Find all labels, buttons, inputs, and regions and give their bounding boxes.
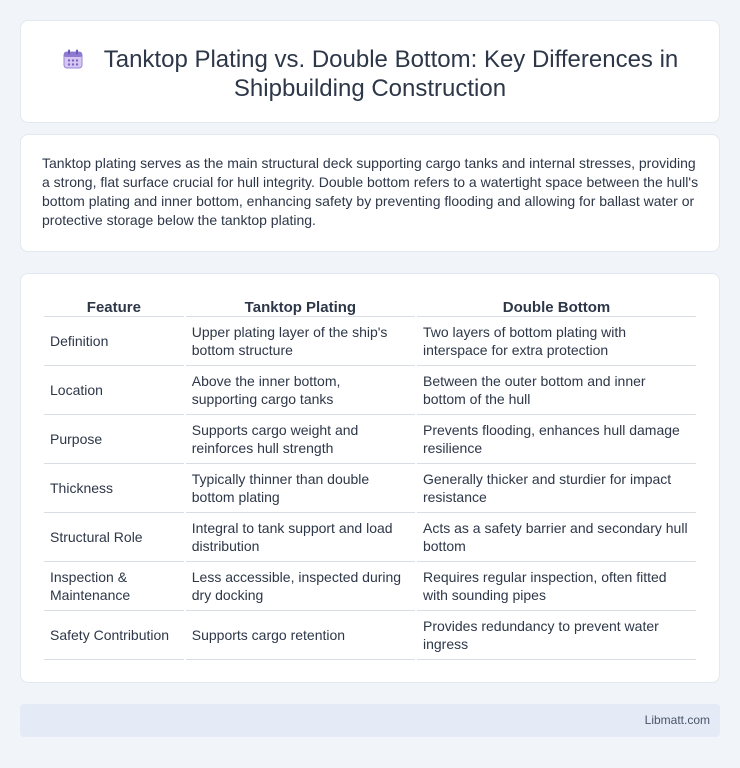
header-feature: Feature <box>44 296 184 317</box>
cell-tanktop: Upper plating layer of the ship's bottom structure <box>186 317 415 366</box>
footer <box>20 704 720 737</box>
page-title <box>21 45 719 103</box>
table-row <box>44 415 696 464</box>
table-header-row <box>44 296 696 317</box>
title-line-2: Shipbuilding Construction <box>233 75 507 102</box>
cell-double-bottom: Acts as a safety barrier and secondary hull bottom <box>417 513 696 562</box>
cell-double-bottom: Two layers of bottom plating with interspace for extra protection <box>417 317 696 366</box>
table-row <box>44 611 696 660</box>
cell-tanktop: Supports cargo retention <box>186 611 415 660</box>
cell-feature: Location <box>44 366 184 415</box>
comparison-card <box>20 273 720 683</box>
header-tanktop-plating: Tanktop Plating <box>186 296 415 317</box>
table-row <box>44 366 696 415</box>
cell-tanktop: Less accessible, inspected during dry docking <box>186 562 415 611</box>
comparison-table <box>42 296 698 660</box>
intro-text: Tanktop plating serves as the main structural deck supporting cargo tanks and internal stresses, providing a strong, flat surface crucial for hull integrity. Double bottom refers to a watertight space between the hull's bottom plating and inner bottom, enhancing safety by preventing flooding and allowing for ballast water or protective storage below the tanktop plating. <box>42 155 699 228</box>
title-line-1: Tanktop Plating vs. Double Bottom: Key Differences in <box>103 46 679 73</box>
cell-feature: Purpose <box>44 415 184 464</box>
cell-double-bottom: Generally thicker and sturdier for impact resistance <box>417 464 696 513</box>
cell-double-bottom: Provides redundancy to prevent water ingress <box>417 611 696 660</box>
footer-brand-link[interactable]: Libmatt.com <box>644 713 710 727</box>
cell-tanktop: Above the inner bottom, supporting cargo tanks <box>186 366 415 415</box>
cell-double-bottom: Between the outer bottom and inner bottom of the hull <box>417 366 696 415</box>
cell-double-bottom: Prevents flooding, enhances hull damage resilience <box>417 415 696 464</box>
calendar-icon <box>62 48 84 70</box>
cell-tanktop: Supports cargo weight and reinforces hull strength <box>186 415 415 464</box>
table-row <box>44 464 696 513</box>
table-row <box>44 513 696 562</box>
cell-feature: Safety Contribution <box>44 611 184 660</box>
cell-double-bottom: Requires regular inspection, often fitted with sounding pipes <box>417 562 696 611</box>
cell-feature: Structural Role <box>44 513 184 562</box>
cell-feature: Thickness <box>44 464 184 513</box>
cell-feature: Inspection & Maintenance <box>44 562 184 611</box>
header-double-bottom: Double Bottom <box>417 296 696 317</box>
cell-feature: Definition <box>44 317 184 366</box>
cell-tanktop: Integral to tank support and load distribution <box>186 513 415 562</box>
table-row <box>44 317 696 366</box>
cell-tanktop: Typically thinner than double bottom plating <box>186 464 415 513</box>
table-row <box>44 562 696 611</box>
intro-card <box>20 134 720 252</box>
title-card <box>20 20 720 123</box>
